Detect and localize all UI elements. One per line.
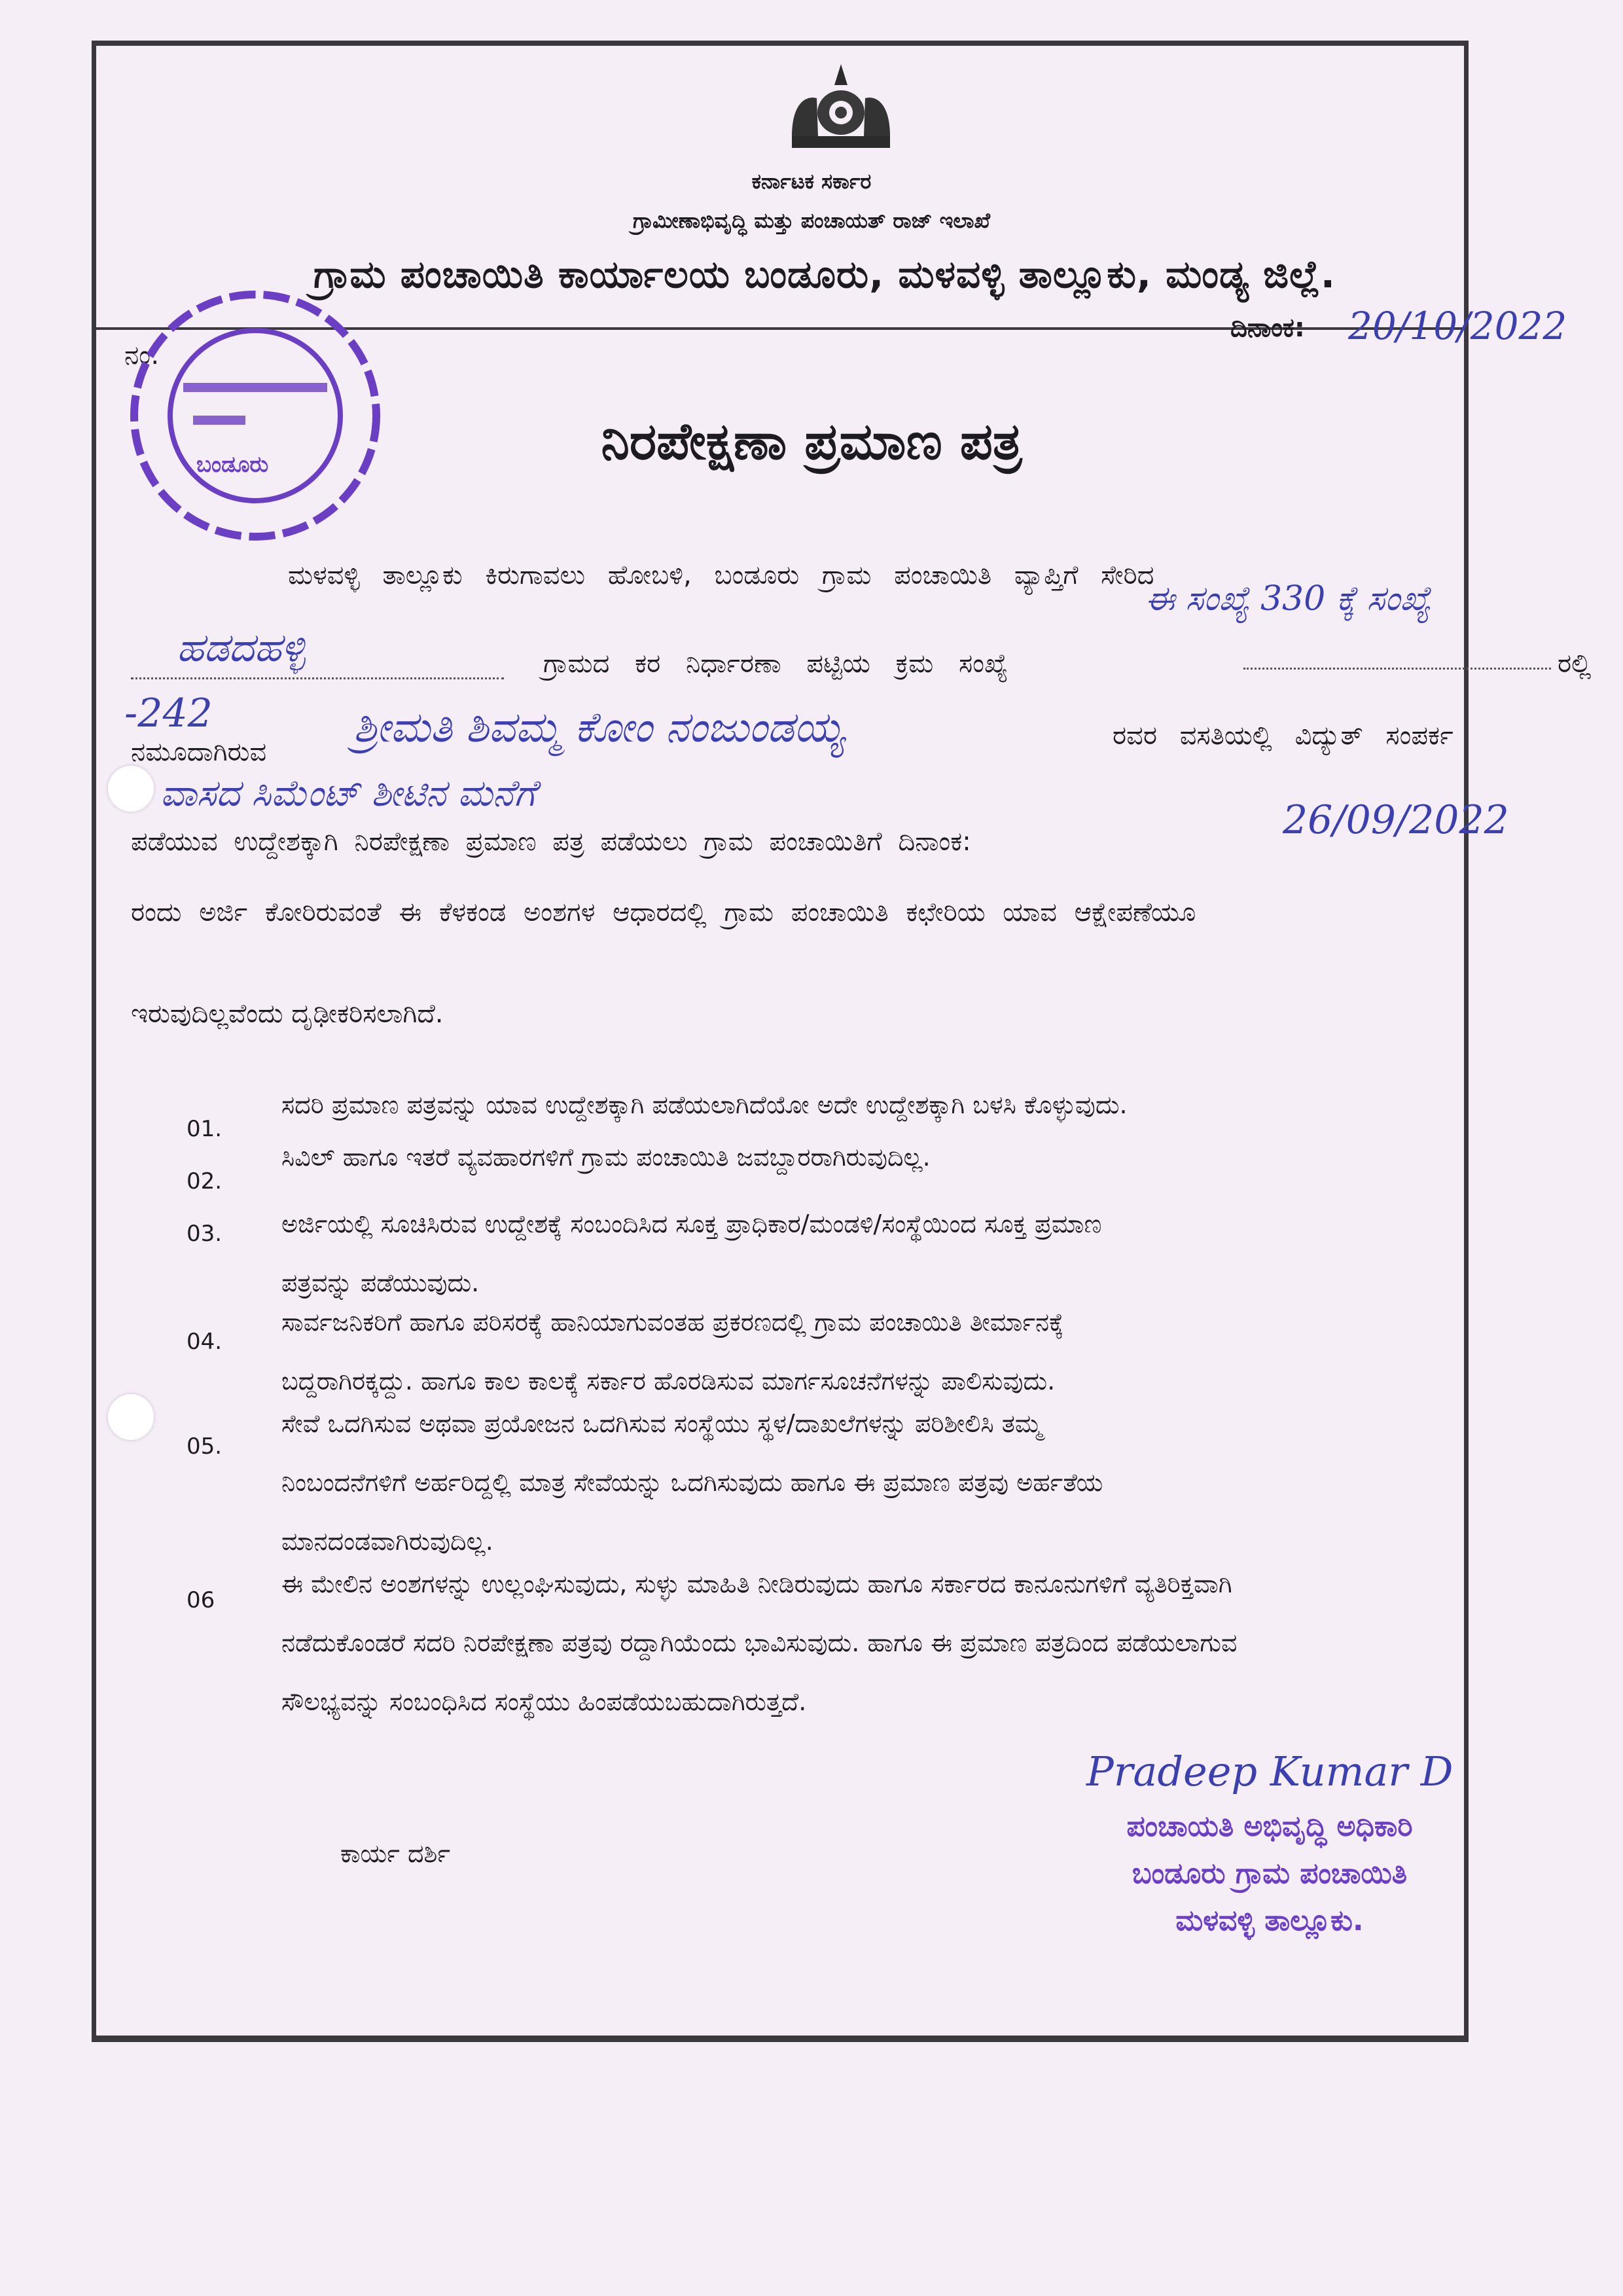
para-line-2: ಗ್ರಾಮದ ಕರ ನಿರ್ಧಾರಣಾ ಪಟ್ಟಿಯ ಕ್ರಮ ಸಂಖ್ಯೆ	[543, 649, 1008, 679]
punch-hole	[108, 1394, 154, 1440]
handwritten-property-no: ಈ ಸಂಖ್ಯೆ 330 ಕ್ಕೆ ಸಂಖ್ಯೆ	[1145, 579, 1431, 619]
date-label: ದಿನಾಂಕ:	[1230, 313, 1305, 343]
condition-line: ಅರ್ಜಿಯಲ್ಲಿ ಸೂಚಿಸಿರುವ ಉದ್ದೇಶಕ್ಕೆ ಸಂಬಂದಿಸಿದ ಸೂಕ್ತ ಪ್ರಾಧಿಕಾರ/ಮಂಡಳಿ/ಸಂಸ್ಥೆಯಿಂದ ಸೂಕ್ತ ಪ್ರಮಾಣ	[281, 1210, 1102, 1238]
condition-line: ಸಿವಿಲ್ ಹಾಗೂ ಇತರೆ ವ್ಯವಹಾರಗಳಿಗೆ ಗ್ರಾಮ ಪಂಚಾಯಿತಿ ಜವಬ್ದಾರರಾಗಿರುವುದಿಲ್ಲ.	[281, 1143, 931, 1172]
handwritten-house-type: ವಾಸದ ಸಿಮೆಂಟ್ ಶೀಟಿನ ಮನೆಗೆ	[160, 772, 536, 815]
condition-line: ನಡೆದುಕೊಂಡರೆ ಸದರಿ ನಿರಪೇಕ್ಷಣಾ ಪತ್ರವು ರದ್ದಾಗಿಯೆಂದು ಭಾವಿಸುವುದು. ಹಾಗೂ ಈ ಪ್ರಮಾಣ ಪತ್ರದಿಂದ ಪಡೆಯಲಾಗುವ	[281, 1628, 1238, 1657]
condition-number: 03.	[187, 1221, 223, 1247]
condition-text	[281, 1090, 1394, 1121]
condition-line: ಈ ಮೇಲಿನ ಅಂಶಗಳನ್ನು ಉಲ್ಲಂಘಿಸುವುದು, ಸುಳ್ಳು ಮಾಹಿತಿ ನೀಡಿರುವುದು ಹಾಗೂ ಸರ್ಕಾರದ ಕಾನೂನುಗಳಿಗೆ ವ್ಯತಿರಿಕ್ತವಾಗಿ	[281, 1570, 1232, 1598]
para-line-3-start: ನಮೂದಾಗಿರುವ	[131, 737, 267, 767]
date-value: 20/10/2022	[1348, 304, 1567, 348]
condition-number: 05.	[187, 1433, 223, 1460]
condition-number: 06	[187, 1587, 215, 1613]
condition-number: 04.	[187, 1329, 223, 1355]
condition-number: 02.	[187, 1168, 223, 1194]
department-label: ಗ್ರಾಮೀಣಾಭಿವೃದ್ಧಿ ಮತ್ತು ಪಂಚಾಯತ್ ರಾಜ್ ಇಲಾಖೆ	[632, 208, 991, 233]
ref-no-label: ನಂ:	[124, 340, 160, 370]
seal-line: ಬಂಡೂರು ಗ್ರಾಮ ಪಂಚಾಯಿತಿ	[1132, 1857, 1408, 1890]
para-line-4: ಪಡೆಯುವ ಉದ್ದೇಶಕ್ಕಾಗಿ ನಿರಪೇಕ್ಷಣಾ ಪ್ರಮಾಣ ಪತ್ರ ಪಡೆಯಲು ಗ್ರಾಮ ಪಂಚಾಯಿತಿಗೆ ದಿನಾಂಕ:	[131, 827, 971, 857]
seal-line: ಮಳವಳ್ಳಿ ತಾಲ್ಲೂಕು.	[1175, 1904, 1364, 1937]
para-line-2-end: ರಲ್ಲಿ	[1558, 649, 1592, 679]
para-line-1: ಮಳವಳ್ಳಿ ತಾಲ್ಲೂಕು ಕಿರುಗಾವಲು ಹೋಬಳಿ, ಬಂಡೂರು ಗ್ರಾಮ ಪಂಚಾಯಿತಿ ವ್ಯಾಪ್ತಿಗೆ ಸೇರಿದ	[288, 560, 1154, 590]
condition-line: ಬದ್ದರಾಗಿರಕ್ಕದ್ದು. ಹಾಗೂ ಕಾಲ ಕಾಲಕ್ಕೆ ಸರ್ಕಾರ ಹೊರಡಿಸುವ ಮಾರ್ಗಸೂಚನೆಗಳನ್ನು ಪಾಲಿಸುವುದು.	[281, 1367, 1056, 1395]
punch-hole	[108, 766, 154, 812]
state-emblem-icon	[772, 59, 910, 157]
serial-blank	[1243, 668, 1551, 670]
handwritten-application-date: 26/09/2022	[1283, 797, 1509, 843]
condition-line: ಸಾರ್ವಜನಿಕರಿಗೆ ಹಾಗೂ ಪರಿಸರಕ್ಕೆ ಹಾನಿಯಾಗುವಂತಹ ಪ್ರಕರಣದಲ್ಲಿ ಗ್ರಾಮ ಪಂಚಾಯಿತಿ ತೀರ್ಮಾನಕ್ಕೆ	[281, 1308, 1064, 1336]
para-line-6: ಇರುವುದಿಲ್ಲವೆಂದು ದೃಢೀಕರಿಸಲಾಗಿದೆ.	[131, 999, 444, 1029]
office-heading: ಗ್ರಾಮ ಪಂಚಾಯಿತಿ ಕಾರ್ಯಾಲಯ ಬಂಡೂರು, ಮಳವಳ್ಳಿ ತಾಲ್ಲೂಕು, ಮಂಡ್ಯ ಜಿಲ್ಲೆ.	[313, 252, 1336, 296]
condition-line: ಪತ್ರವನ್ನು ಪಡೆಯುವುದು.	[281, 1268, 480, 1297]
condition-text	[281, 1293, 1394, 1410]
condition-text	[281, 1142, 1394, 1174]
condition-line: ಸೌಲಭ್ಯವನ್ನು ಸಂಬಂಧಿಸಿದ ಸಂಸ್ಥೆಯು ಹಿಂಪಡೆಯಬಹುದಾಗಿರುತ್ತದೆ.	[281, 1687, 807, 1716]
para-line-5: ರಂದು ಅರ್ಜಿ ಕೋರಿರುವಂತೆ ಈ ಕೆಳಕಂಡ ಅಂಶಗಳ ಆಧಾರದಲ್ಲಿ ಗ್ರಾಮ ಪಂಚಾಯಿತಿ ಕಛೇರಿಯ ಯಾವ ಆಕ್ಷೇಪಣೆಯೂ	[131, 897, 1196, 927]
officer-seal	[1027, 1803, 1512, 1945]
condition-line: ಸೇವೆ ಒದಗಿಸುವ ಅಥವಾ ಪ್ರಯೋಜನ ಒದಗಿಸುವ ಸಂಸ್ಥೆಯು ಸ್ಥಳ/ದಾಖಲೆಗಳನ್ನು ಪರಿಶೀಲಿಸಿ ತಮ್ಮ	[281, 1409, 1043, 1438]
secretary-label: ಕಾರ್ಯ ದರ್ಶಿ	[340, 1839, 451, 1868]
handwritten-applicant-name: ಶ್ರೀಮತಿ ಶಿವಮ್ಮ ಕೋಂ ನಂಜುಂಡಯ್ಯ	[353, 704, 845, 752]
condition-line: ಸದರಿ ಪ್ರಮಾಣ ಪತ್ರವನ್ನು ಯಾವ ಉದ್ದೇಶಕ್ಕಾಗಿ ಪಡೆಯಲಾಗಿದೆಯೋ ಅದೇ ಉದ್ದೇಶಕ್ಕಾಗಿ ಬಳಸಿ ಕೊಳ್ಳುವುದು.	[281, 1090, 1128, 1119]
condition-line: ನಿಂಬಂದನೆಗಳಿಗೆ ಅರ್ಹರಿದ್ದಲ್ಲಿ ಮಾತ್ರ ಸೇವೆಯನ್ನು ಒದಗಿಸುವುದು ಹಾಗೂ ಈ ಪ್ರಮಾಣ ಪತ್ರವು ಅರ್ಹತೆಯ	[281, 1468, 1103, 1497]
stamp-text: ಬಂಡೂರು	[196, 452, 269, 478]
document-title: ನಿರಪೇಕ್ಷಣಾ ಪ್ರಮಾಣ ಪತ್ರ	[601, 412, 1022, 471]
seal-line: ಪಂಚಾಯತಿ ಅಭಿವೃದ್ಧಿ ಅಧಿಕಾರಿ	[1126, 1810, 1413, 1843]
condition-number: 01.	[187, 1116, 223, 1142]
para-line-3-end: ರವರ ವಸತಿಯಲ್ಲಿ ವಿದ್ಯುತ್ ಸಂಪರ್ಕ	[1113, 721, 1454, 751]
govt-label: ಕರ್ನಾಟಕ ಸರ್ಕಾರ	[751, 169, 872, 194]
handwritten-village: ಹಡದಹಳ್ಳಿ	[177, 625, 306, 671]
condition-line: ಮಾನದಂಡವಾಗಿರುವುದಿಲ್ಲ.	[281, 1527, 493, 1556]
officer-signature: Pradeep Kumar D	[1086, 1748, 1454, 1795]
condition-text	[281, 1554, 1394, 1731]
handwritten-serial: -242	[124, 691, 213, 736]
condition-text	[281, 1394, 1394, 1571]
